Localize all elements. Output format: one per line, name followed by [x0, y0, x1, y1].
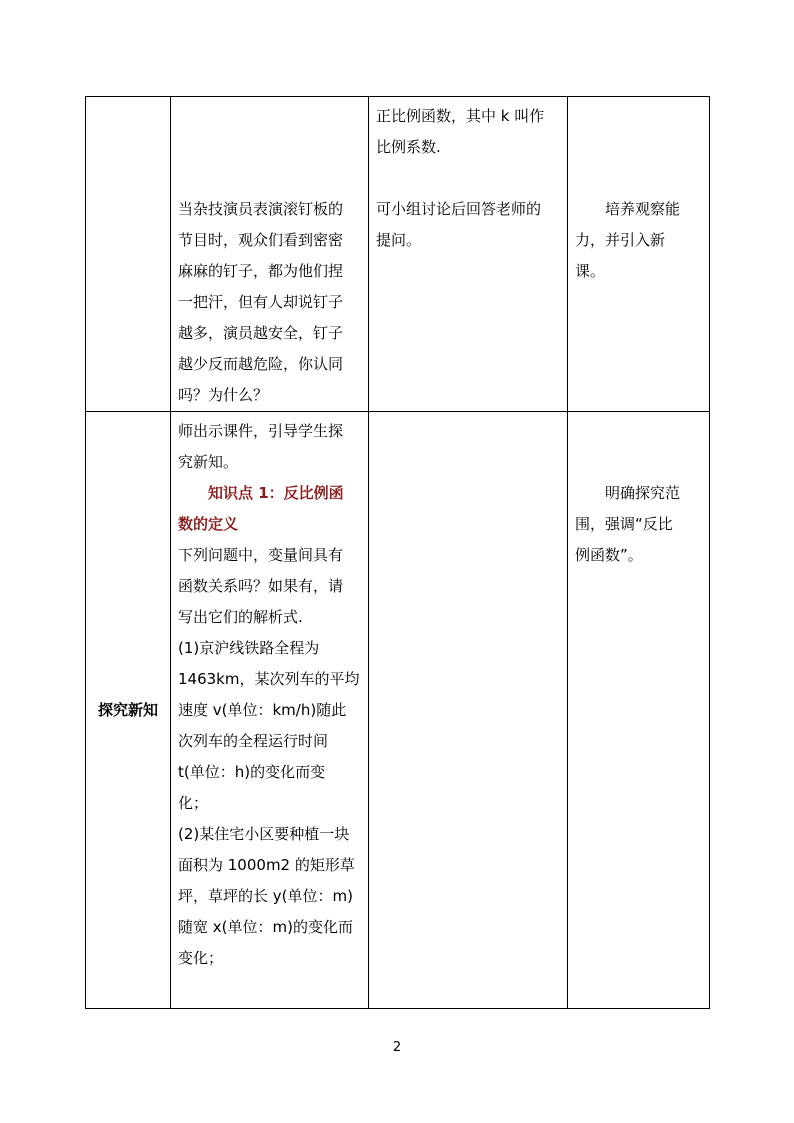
question-line: 下列问题中，变量间具有 [178, 546, 344, 564]
lesson-plan-table [85, 96, 710, 1009]
table-row [86, 412, 710, 1009]
intent-line: 围，强调“反比 [575, 515, 673, 533]
stage-label-cell [86, 97, 171, 412]
teacher-activity-cell [171, 412, 369, 1009]
scenario-line: 麻麻的钉子，都为他们捏 [178, 262, 344, 280]
problem-2-line: 面积为 1000m2 的矩形草 [178, 856, 355, 874]
intro-line: 师出示课件，引导学生探 [178, 422, 344, 440]
problem-2-line: 随宽 x(单位：m)的变化而 [178, 918, 353, 936]
intro-line: 究新知。 [178, 453, 239, 471]
definition-line: 比例系数. [376, 138, 441, 156]
student-activity-cell [369, 97, 568, 412]
problem-1-line: 化； [178, 794, 209, 812]
definition-line: 正比例函数，其中 k 叫作 [376, 107, 545, 125]
student-activity-cell [369, 412, 568, 1009]
intent-line: 培养观察能 [605, 200, 681, 218]
scenario-line: 越少反而越危险，你认同 [178, 355, 344, 373]
page-number: 2 [392, 1040, 402, 1055]
scenario-line: 当杂技演员表演滚钉板的 [178, 200, 344, 218]
intent-line: 明确探究范 [605, 484, 681, 502]
design-intent-cell [568, 412, 710, 1009]
intent-line: 课。 [575, 262, 606, 280]
scenario-line: 一把汗，但有人却说钉子 [178, 293, 344, 311]
question-line: 函数关系吗？如果有，请 [178, 577, 344, 595]
knowledge-point-heading: 知识点 1：反比例函 [208, 484, 344, 502]
scenario-line: 越多，演员越安全，钉子 [178, 324, 344, 342]
problem-2-line: 变化； [178, 949, 224, 967]
discussion-line: 可小组讨论后回答老师的 [376, 200, 542, 218]
problem-1-line: t(单位：h)的变化而变 [178, 763, 326, 781]
scenario-line: 节目时，观众们看到密密 [178, 231, 344, 249]
problem-1-line: (1)京沪线铁路全程为 [178, 639, 320, 657]
problem-2-line: 坪，草坪的长 y(单位：m) [178, 887, 353, 905]
problem-1-line: 速度 v(单位：km/h)随此 [178, 701, 347, 719]
discussion-line: 提问。 [376, 231, 422, 249]
problem-1-line: 次列车的全程运行时间 [178, 732, 329, 750]
question-line: 写出它们的解析式. [178, 608, 303, 626]
stage-label-cell [86, 412, 171, 1009]
scenario-line: 吗？为什么？ [178, 386, 269, 404]
intent-line: 力，并引入新 [575, 231, 666, 249]
table-row [86, 97, 710, 412]
teacher-activity-cell [171, 97, 369, 412]
stage-label: 探究新知 [97, 700, 158, 719]
problem-2-line: (2)某住宅小区要种植一块 [178, 825, 350, 843]
problem-1-line: 1463km，某次列车的平均 [178, 670, 360, 688]
knowledge-point-heading: 数的定义 [178, 515, 239, 533]
design-intent-cell [568, 97, 710, 412]
intent-line: 例函数”。 [575, 546, 643, 564]
